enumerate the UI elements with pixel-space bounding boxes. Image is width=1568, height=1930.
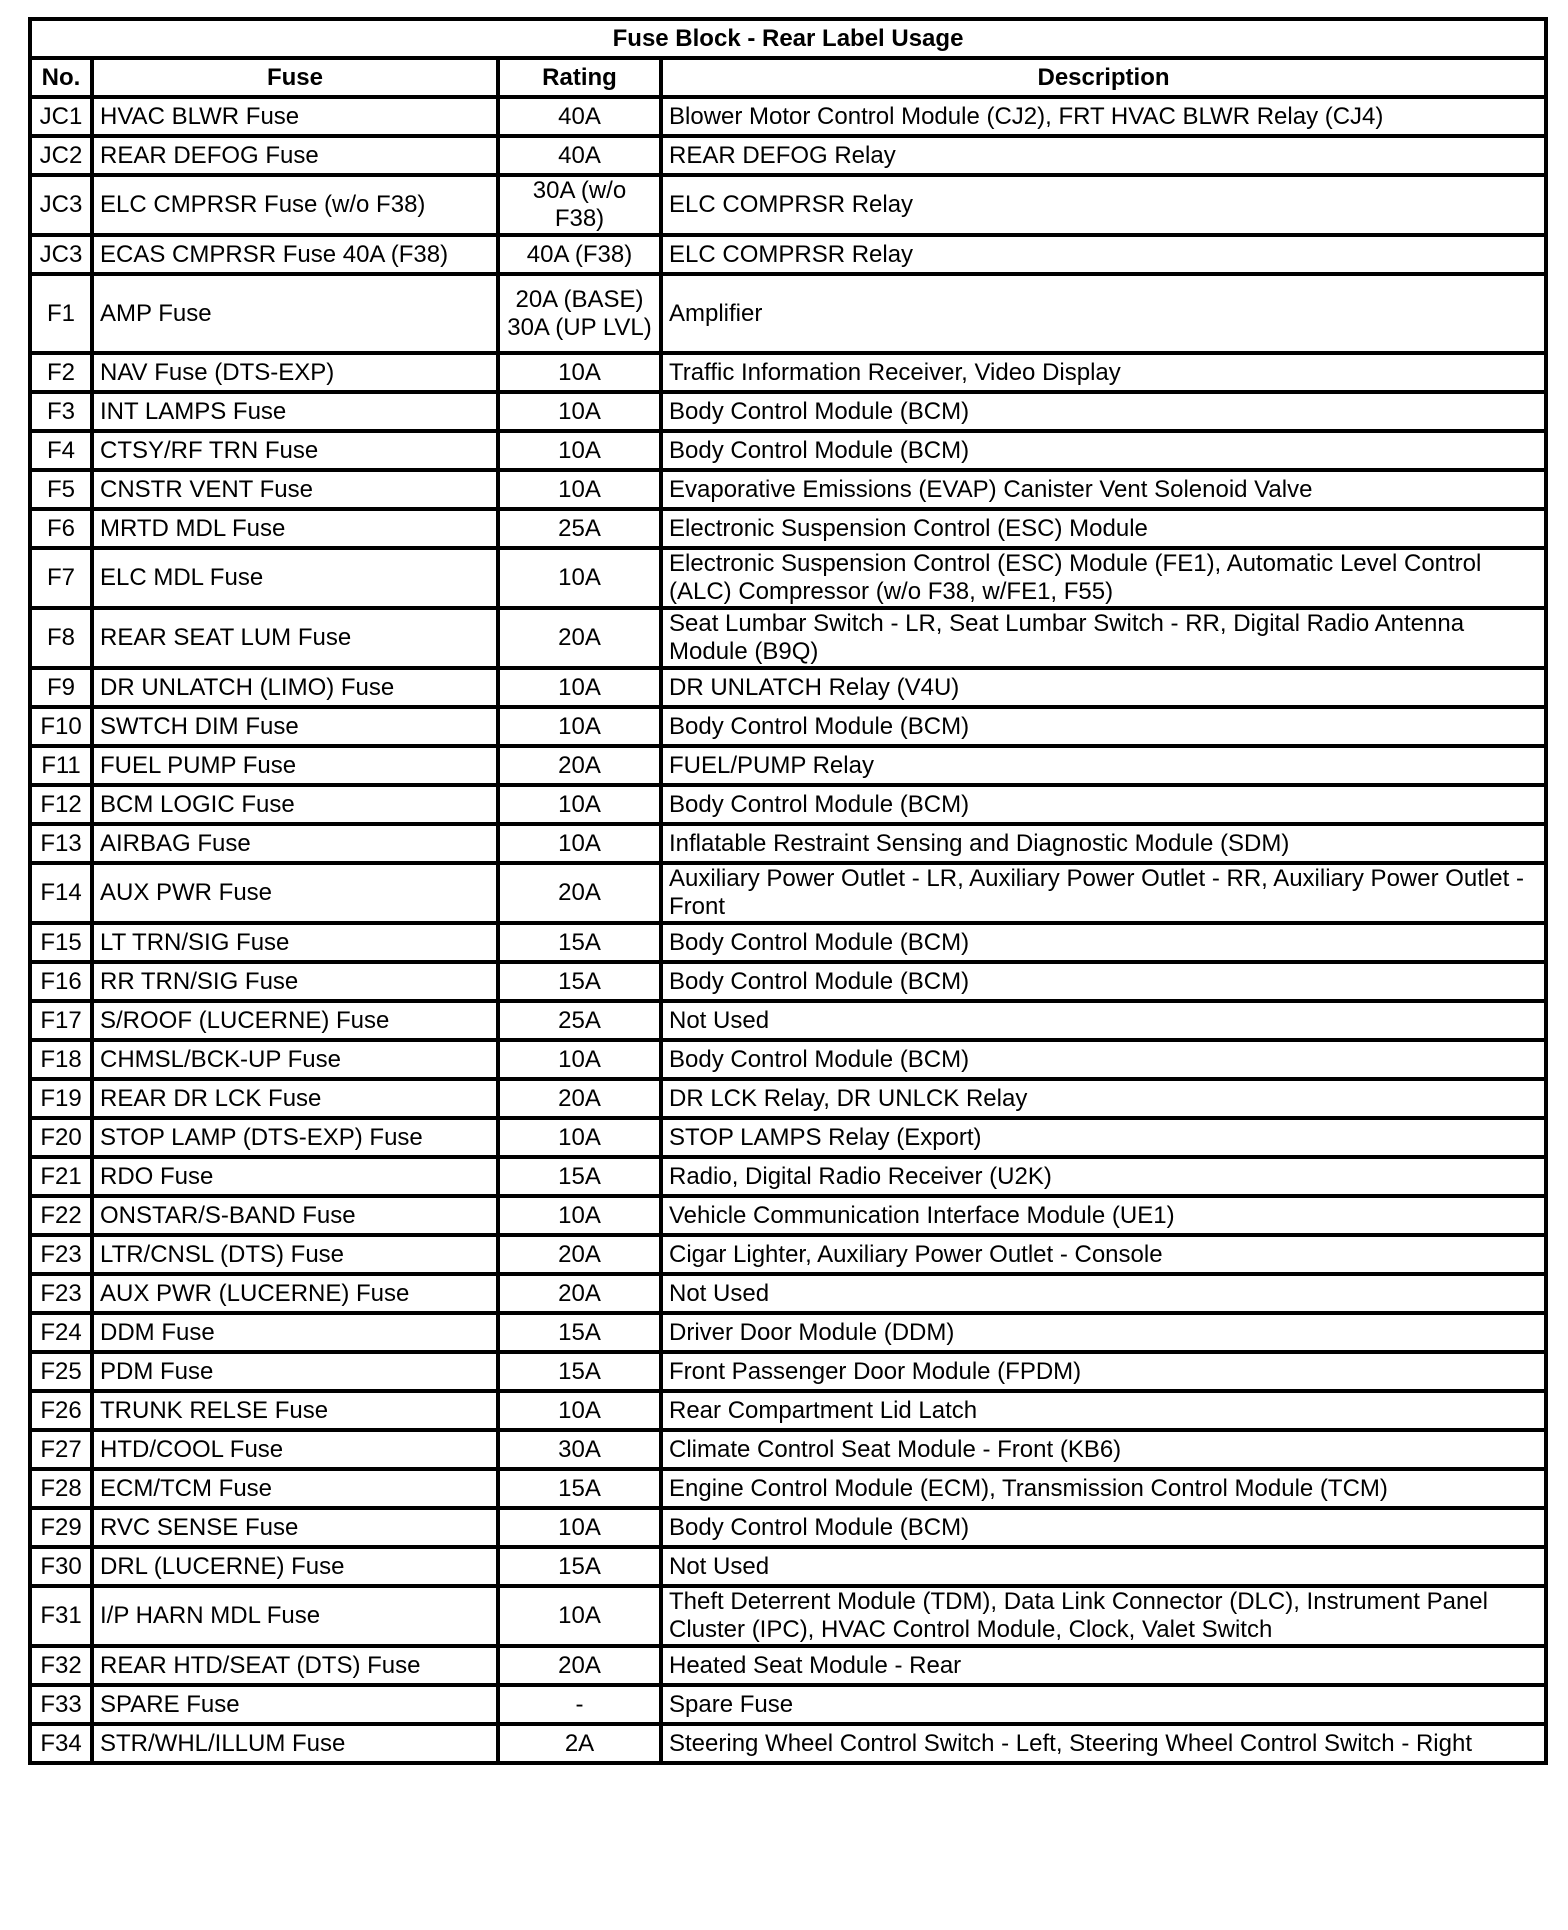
cell-description: Radio, Digital Radio Receiver (U2K): [661, 1157, 1546, 1196]
cell-fuse-name: SPARE Fuse: [92, 1685, 498, 1724]
cell-no: F28: [30, 1469, 92, 1508]
cell-fuse-name: DRL (LUCERNE) Fuse: [92, 1547, 498, 1586]
cell-fuse-name: ONSTAR/S-BAND Fuse: [92, 1196, 498, 1235]
cell-description: Climate Control Seat Module - Front (KB6): [661, 1430, 1546, 1469]
cell-description: REAR DEFOG Relay: [661, 136, 1546, 175]
cell-rating: 20A: [498, 608, 661, 668]
cell-no: JC3: [30, 175, 92, 235]
table-row: [30, 548, 1546, 608]
cell-no: F23: [30, 1235, 92, 1274]
table-row: [30, 353, 1546, 392]
header-row: [30, 58, 1546, 97]
table-row: [30, 1430, 1546, 1469]
cell-rating: 40A (F38): [498, 235, 661, 274]
table-row: [30, 1352, 1546, 1391]
cell-no: F10: [30, 707, 92, 746]
table-row: [30, 1313, 1546, 1352]
table-row: [30, 509, 1546, 548]
cell-no: F20: [30, 1118, 92, 1157]
cell-no: F8: [30, 608, 92, 668]
table-row: [30, 785, 1546, 824]
cell-fuse-name: RVC SENSE Fuse: [92, 1508, 498, 1547]
cell-no: F30: [30, 1547, 92, 1586]
cell-no: JC2: [30, 136, 92, 175]
table-row: [30, 1079, 1546, 1118]
cell-fuse-name: REAR SEAT LUM Fuse: [92, 608, 498, 668]
cell-fuse-name: AUX PWR Fuse: [92, 863, 498, 923]
cell-description: Driver Door Module (DDM): [661, 1313, 1546, 1352]
cell-rating: 40A: [498, 136, 661, 175]
cell-fuse-name: CTSY/RF TRN Fuse: [92, 431, 498, 470]
cell-rating: 10A: [498, 785, 661, 824]
table-row: [30, 746, 1546, 785]
cell-fuse-name: SWTCH DIM Fuse: [92, 707, 498, 746]
cell-fuse-name: FUEL PUMP Fuse: [92, 746, 498, 785]
cell-fuse-name: ELC CMPRSR Fuse (w/o F38): [92, 175, 498, 235]
cell-rating: 20A: [498, 1274, 661, 1313]
cell-rating: 20A: [498, 746, 661, 785]
cell-no: F15: [30, 923, 92, 962]
cell-description: Body Control Module (BCM): [661, 785, 1546, 824]
cell-fuse-name: TRUNK RELSE Fuse: [92, 1391, 498, 1430]
cell-fuse-name: BCM LOGIC Fuse: [92, 785, 498, 824]
table-title: Fuse Block - Rear Label Usage: [30, 19, 1546, 58]
cell-rating: 10A: [498, 1196, 661, 1235]
cell-description: ELC COMPRSR Relay: [661, 235, 1546, 274]
cell-description: Front Passenger Door Module (FPDM): [661, 1352, 1546, 1391]
cell-description: Body Control Module (BCM): [661, 923, 1546, 962]
cell-rating: 20A: [498, 1079, 661, 1118]
cell-no: F1: [30, 274, 92, 353]
table-row: [30, 863, 1546, 923]
cell-no: F16: [30, 962, 92, 1001]
table-row: [30, 1547, 1546, 1586]
cell-fuse-name: AMP Fuse: [92, 274, 498, 353]
header-no: No.: [30, 58, 92, 97]
table-row: [30, 1157, 1546, 1196]
cell-rating: 20A (BASE) 30A (UP LVL): [498, 274, 661, 353]
cell-description: DR UNLATCH Relay (V4U): [661, 668, 1546, 707]
cell-description: Not Used: [661, 1547, 1546, 1586]
cell-description: Electronic Suspension Control (ESC) Module (FE1), Automatic Level Control (ALC) Compressor (w/o F38, w/FE1, F55): [661, 548, 1546, 608]
cell-fuse-name: DDM Fuse: [92, 1313, 498, 1352]
table-row: [30, 668, 1546, 707]
header-rating: Rating: [498, 58, 661, 97]
cell-no: F26: [30, 1391, 92, 1430]
cell-description: Auxiliary Power Outlet - LR, Auxiliary Power Outlet - RR, Auxiliary Power Outlet - Front: [661, 863, 1546, 923]
cell-no: JC1: [30, 97, 92, 136]
cell-description: Evaporative Emissions (EVAP) Canister Vent Solenoid Valve: [661, 470, 1546, 509]
cell-rating: 40A: [498, 97, 661, 136]
table-row: [30, 392, 1546, 431]
cell-no: F18: [30, 1040, 92, 1079]
cell-fuse-name: INT LAMPS Fuse: [92, 392, 498, 431]
cell-no: F9: [30, 668, 92, 707]
cell-rating: 10A: [498, 353, 661, 392]
table-row: [30, 1391, 1546, 1430]
cell-no: F13: [30, 824, 92, 863]
cell-no: F32: [30, 1646, 92, 1685]
cell-no: F2: [30, 353, 92, 392]
cell-fuse-name: REAR DEFOG Fuse: [92, 136, 498, 175]
cell-rating: 10A: [498, 1040, 661, 1079]
cell-description: Body Control Module (BCM): [661, 431, 1546, 470]
cell-fuse-name: ECM/TCM Fuse: [92, 1469, 498, 1508]
cell-fuse-name: S/ROOF (LUCERNE) Fuse: [92, 1001, 498, 1040]
cell-rating: 15A: [498, 962, 661, 1001]
cell-rating: 20A: [498, 1646, 661, 1685]
cell-rating: -: [498, 1685, 661, 1724]
table-row: [30, 1469, 1546, 1508]
cell-rating: 20A: [498, 863, 661, 923]
table-row: [30, 824, 1546, 863]
cell-no: F23: [30, 1274, 92, 1313]
cell-no: F25: [30, 1352, 92, 1391]
cell-no: F12: [30, 785, 92, 824]
cell-description: STOP LAMPS Relay (Export): [661, 1118, 1546, 1157]
cell-rating: 25A: [498, 509, 661, 548]
cell-description: FUEL/PUMP Relay: [661, 746, 1546, 785]
cell-no: F29: [30, 1508, 92, 1547]
cell-description: ELC COMPRSR Relay: [661, 175, 1546, 235]
cell-no: F3: [30, 392, 92, 431]
cell-no: F34: [30, 1724, 92, 1763]
cell-no: F5: [30, 470, 92, 509]
cell-fuse-name: AIRBAG Fuse: [92, 824, 498, 863]
table-body: [30, 97, 1546, 1763]
cell-no: F7: [30, 548, 92, 608]
fuse-table-sheet: [28, 17, 1544, 1765]
table-row: [30, 962, 1546, 1001]
cell-description: DR LCK Relay, DR UNLCK Relay: [661, 1079, 1546, 1118]
table-row: [30, 608, 1546, 668]
table-row: [30, 1508, 1546, 1547]
cell-fuse-name: NAV Fuse (DTS-EXP): [92, 353, 498, 392]
cell-no: F14: [30, 863, 92, 923]
table-row: [30, 97, 1546, 136]
cell-rating: 10A: [498, 1586, 661, 1646]
cell-fuse-name: RDO Fuse: [92, 1157, 498, 1196]
cell-fuse-name: LTR/CNSL (DTS) Fuse: [92, 1235, 498, 1274]
cell-no: F24: [30, 1313, 92, 1352]
cell-rating: 25A: [498, 1001, 661, 1040]
cell-description: Body Control Module (BCM): [661, 707, 1546, 746]
cell-description: Spare Fuse: [661, 1685, 1546, 1724]
cell-description: Body Control Module (BCM): [661, 1508, 1546, 1547]
cell-rating: 2A: [498, 1724, 661, 1763]
cell-no: F21: [30, 1157, 92, 1196]
cell-no: F31: [30, 1586, 92, 1646]
title-row: [30, 19, 1546, 58]
table-row: [30, 1118, 1546, 1157]
cell-description: Steering Wheel Control Switch - Left, Steering Wheel Control Switch - Right: [661, 1724, 1546, 1763]
table-row: [30, 274, 1546, 353]
cell-rating: 10A: [498, 824, 661, 863]
cell-description: Blower Motor Control Module (CJ2), FRT HVAC BLWR Relay (CJ4): [661, 97, 1546, 136]
table-row: [30, 470, 1546, 509]
table-row: [30, 235, 1546, 274]
cell-fuse-name: REAR HTD/SEAT (DTS) Fuse: [92, 1646, 498, 1685]
table-row: [30, 1001, 1546, 1040]
table-row: [30, 1724, 1546, 1763]
cell-fuse-name: STR/WHL/ILLUM Fuse: [92, 1724, 498, 1763]
cell-fuse-name: ELC MDL Fuse: [92, 548, 498, 608]
cell-description: Vehicle Communication Interface Module (UE1): [661, 1196, 1546, 1235]
cell-rating: 20A: [498, 1235, 661, 1274]
cell-fuse-name: LT TRN/SIG Fuse: [92, 923, 498, 962]
cell-description: Electronic Suspension Control (ESC) Module: [661, 509, 1546, 548]
table-row: [30, 707, 1546, 746]
cell-fuse-name: HVAC BLWR Fuse: [92, 97, 498, 136]
cell-description: Body Control Module (BCM): [661, 1040, 1546, 1079]
table-row: [30, 1685, 1546, 1724]
cell-rating: 10A: [498, 548, 661, 608]
cell-fuse-name: MRTD MDL Fuse: [92, 509, 498, 548]
cell-rating: 15A: [498, 1352, 661, 1391]
cell-rating: 15A: [498, 1469, 661, 1508]
cell-fuse-name: REAR DR LCK Fuse: [92, 1079, 498, 1118]
cell-no: F19: [30, 1079, 92, 1118]
cell-fuse-name: RR TRN/SIG Fuse: [92, 962, 498, 1001]
cell-description: Cigar Lighter, Auxiliary Power Outlet - Console: [661, 1235, 1546, 1274]
cell-description: Rear Compartment Lid Latch: [661, 1391, 1546, 1430]
cell-no: F33: [30, 1685, 92, 1724]
cell-fuse-name: PDM Fuse: [92, 1352, 498, 1391]
cell-rating: 30A: [498, 1430, 661, 1469]
cell-no: JC3: [30, 235, 92, 274]
cell-rating: 10A: [498, 470, 661, 509]
cell-no: F4: [30, 431, 92, 470]
cell-rating: 10A: [498, 392, 661, 431]
cell-no: F27: [30, 1430, 92, 1469]
cell-description: Amplifier: [661, 274, 1546, 353]
table-row: [30, 431, 1546, 470]
cell-rating: 15A: [498, 1157, 661, 1196]
cell-description: Inflatable Restraint Sensing and Diagnostic Module (SDM): [661, 824, 1546, 863]
cell-fuse-name: ECAS CMPRSR Fuse 40A (F38): [92, 235, 498, 274]
cell-no: F22: [30, 1196, 92, 1235]
cell-description: Traffic Information Receiver, Video Display: [661, 353, 1546, 392]
cell-rating: 30A (w/o F38): [498, 175, 661, 235]
header-fuse: Fuse: [92, 58, 498, 97]
cell-no: F17: [30, 1001, 92, 1040]
cell-fuse-name: STOP LAMP (DTS-EXP) Fuse: [92, 1118, 498, 1157]
table-row: [30, 1040, 1546, 1079]
cell-fuse-name: CNSTR VENT Fuse: [92, 470, 498, 509]
cell-description: Body Control Module (BCM): [661, 392, 1546, 431]
table-row: [30, 1235, 1546, 1274]
table-row: [30, 1196, 1546, 1235]
table-row: [30, 1586, 1546, 1646]
cell-description: Engine Control Module (ECM), Transmission Control Module (TCM): [661, 1469, 1546, 1508]
header-description: Description: [661, 58, 1546, 97]
table-row: [30, 1646, 1546, 1685]
cell-rating: 15A: [498, 1547, 661, 1586]
table-row: [30, 175, 1546, 235]
cell-rating: 10A: [498, 707, 661, 746]
cell-description: Body Control Module (BCM): [661, 962, 1546, 1001]
cell-fuse-name: I/P HARN MDL Fuse: [92, 1586, 498, 1646]
cell-description: Not Used: [661, 1001, 1546, 1040]
table-row: [30, 136, 1546, 175]
cell-rating: 15A: [498, 1313, 661, 1352]
cell-fuse-name: HTD/COOL Fuse: [92, 1430, 498, 1469]
cell-description: Seat Lumbar Switch - LR, Seat Lumbar Switch - RR, Digital Radio Antenna Module (B9Q): [661, 608, 1546, 668]
cell-no: F11: [30, 746, 92, 785]
cell-rating: 15A: [498, 923, 661, 962]
cell-rating: 10A: [498, 668, 661, 707]
cell-fuse-name: AUX PWR (LUCERNE) Fuse: [92, 1274, 498, 1313]
cell-fuse-name: CHMSL/BCK-UP Fuse: [92, 1040, 498, 1079]
cell-description: Heated Seat Module - Rear: [661, 1646, 1546, 1685]
cell-description: Not Used: [661, 1274, 1546, 1313]
cell-rating: 10A: [498, 1508, 661, 1547]
cell-rating: 10A: [498, 1118, 661, 1157]
cell-no: F6: [30, 509, 92, 548]
cell-rating: 10A: [498, 431, 661, 470]
cell-description: Theft Deterrent Module (TDM), Data Link Connector (DLC), Instrument Panel Cluster (IPC), HVAC Control Module, Clock, Valet Switch: [661, 1586, 1546, 1646]
cell-fuse-name: DR UNLATCH (LIMO) Fuse: [92, 668, 498, 707]
table-row: [30, 923, 1546, 962]
table-row: [30, 1274, 1546, 1313]
fuse-table: [28, 17, 1548, 1765]
cell-rating: 10A: [498, 1391, 661, 1430]
